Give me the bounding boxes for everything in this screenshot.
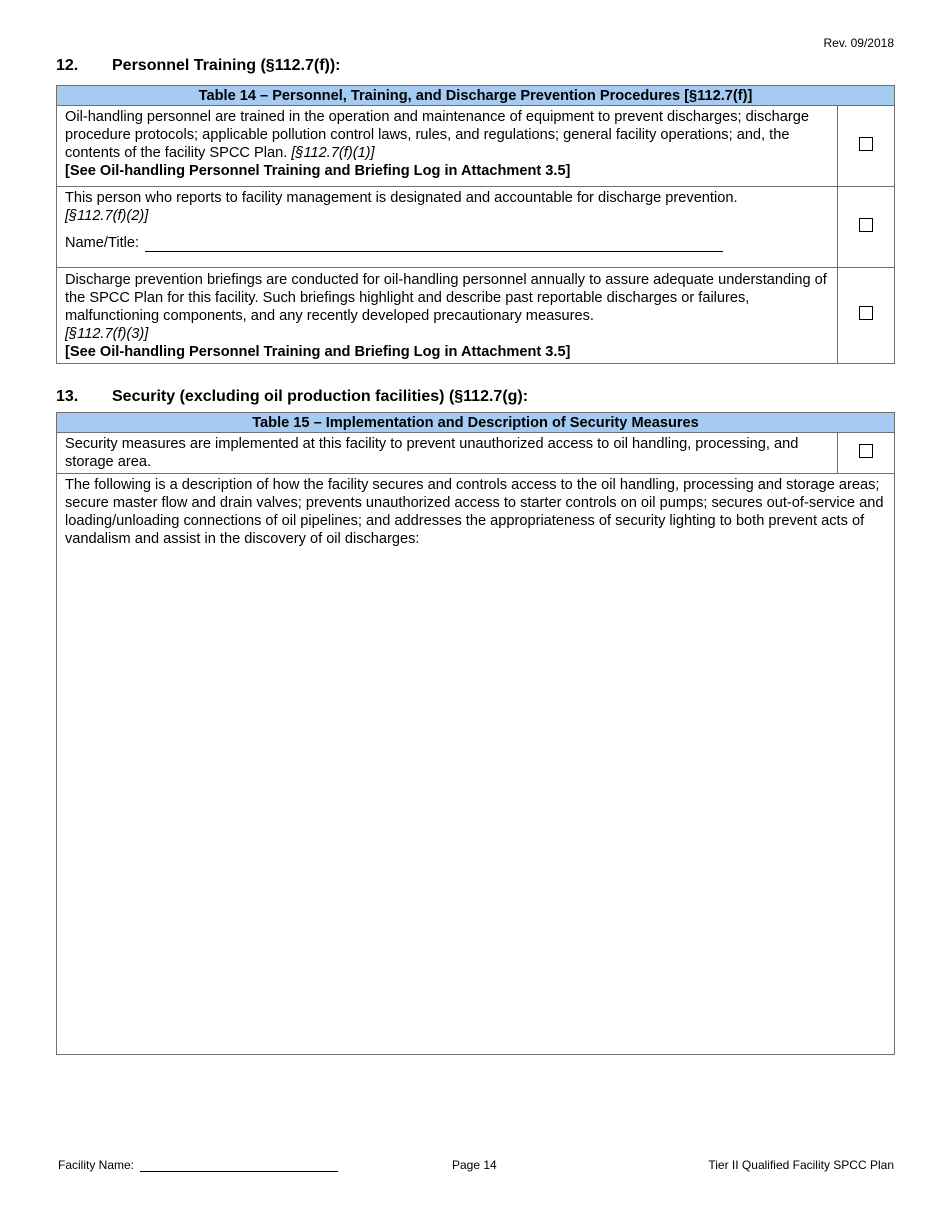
checkbox-cell xyxy=(838,433,895,474)
page-number: Page 14 xyxy=(452,1158,497,1172)
table-row xyxy=(57,433,895,474)
row-text-cell xyxy=(57,187,838,268)
section-number: 13. xyxy=(56,388,79,405)
table-row xyxy=(57,474,895,1055)
row-text: Oil-handling personnel are trained in the operation and maintenance of equipment to prevent discharges; discharge procedure protocols; applicable pollution control laws, rules, and regulations; general facility operations; and, the contents of the facility SPCC Plan. xyxy=(65,109,809,161)
section-title: Security (excluding oil production facilities) (§112.7(g): xyxy=(112,388,529,405)
row-reference: [§112.7(f)(2)] xyxy=(65,208,149,224)
row-text-cell xyxy=(57,433,838,474)
section-13-heading xyxy=(56,388,528,406)
table-row xyxy=(57,268,895,364)
briefings-checkbox[interactable] xyxy=(859,306,873,320)
checkbox-cell xyxy=(838,187,895,268)
table-14 xyxy=(56,85,895,364)
designated-person-checkbox[interactable] xyxy=(859,218,873,232)
row-reference: [§112.7(f)(3)] xyxy=(65,326,149,342)
section-title: Personnel Training (§112.7(f)): xyxy=(112,57,341,74)
security-description-text: The following is a description of how the facility secures and controls access to the oil handling, processing and storage areas; secure master flow and drain valves; prevents unauthorized access to starter controls on oil pumps; secures out-of-service and loading/unloading connections of oil pipelines; and addresses the appropriateness of security lighting to both prevent acts of vandalism and assist in the discovery of oil discharges: xyxy=(65,477,884,547)
facility-name-input[interactable] xyxy=(140,1159,338,1172)
table-caption: Table 15 – Implementation and Description of Security Measures xyxy=(57,413,895,433)
checkbox-cell xyxy=(838,106,895,187)
plan-title: Tier II Qualified Facility SPCC Plan xyxy=(708,1158,894,1172)
checkbox-cell xyxy=(838,268,895,364)
row-text: This person who reports to facility management is designated and accountable for discharge prevention. xyxy=(65,190,738,206)
row-reference: [§112.7(f)(1)] xyxy=(291,145,375,161)
row-note: [See Oil-handling Personnel Training and Briefing Log in Attachment 3.5] xyxy=(65,344,571,360)
name-title-input[interactable] xyxy=(145,237,723,252)
row-text: Discharge prevention briefings are conducted for oil-handling personnel annually to assure adequate understanding of the SPCC Plan for this facility. Such briefings highlight and describe past reportable discharges or failures, malfunctioning components, and any recently developed precautionary measures. xyxy=(65,272,827,324)
section-12-heading xyxy=(56,57,341,75)
facility-name-label: Facility Name: xyxy=(58,1158,135,1172)
table-caption: Table 14 – Personnel, Training, and Discharge Prevention Procedures [§112.7(f)] xyxy=(57,86,895,106)
row-text-cell xyxy=(57,268,838,364)
name-title-label: Name/Title: xyxy=(65,235,140,251)
footer-facility-name xyxy=(58,1158,338,1172)
table-row xyxy=(57,187,895,268)
section-number: 12. xyxy=(56,57,79,74)
row-text-cell xyxy=(57,106,838,187)
row-note: [See Oil-handling Personnel Training and Briefing Log in Attachment 3.5] xyxy=(65,163,571,179)
row-text: Security measures are implemented at this facility to prevent unauthorized access to oil handling, processing, and storage area. xyxy=(65,436,799,470)
revision-label: Rev. 09/2018 xyxy=(823,36,894,50)
security-measures-checkbox[interactable] xyxy=(859,444,873,458)
training-checkbox[interactable] xyxy=(859,137,873,151)
table-15 xyxy=(56,412,895,1055)
name-title-field xyxy=(65,234,829,252)
table-row xyxy=(57,106,895,187)
security-description-cell[interactable] xyxy=(57,474,895,1055)
